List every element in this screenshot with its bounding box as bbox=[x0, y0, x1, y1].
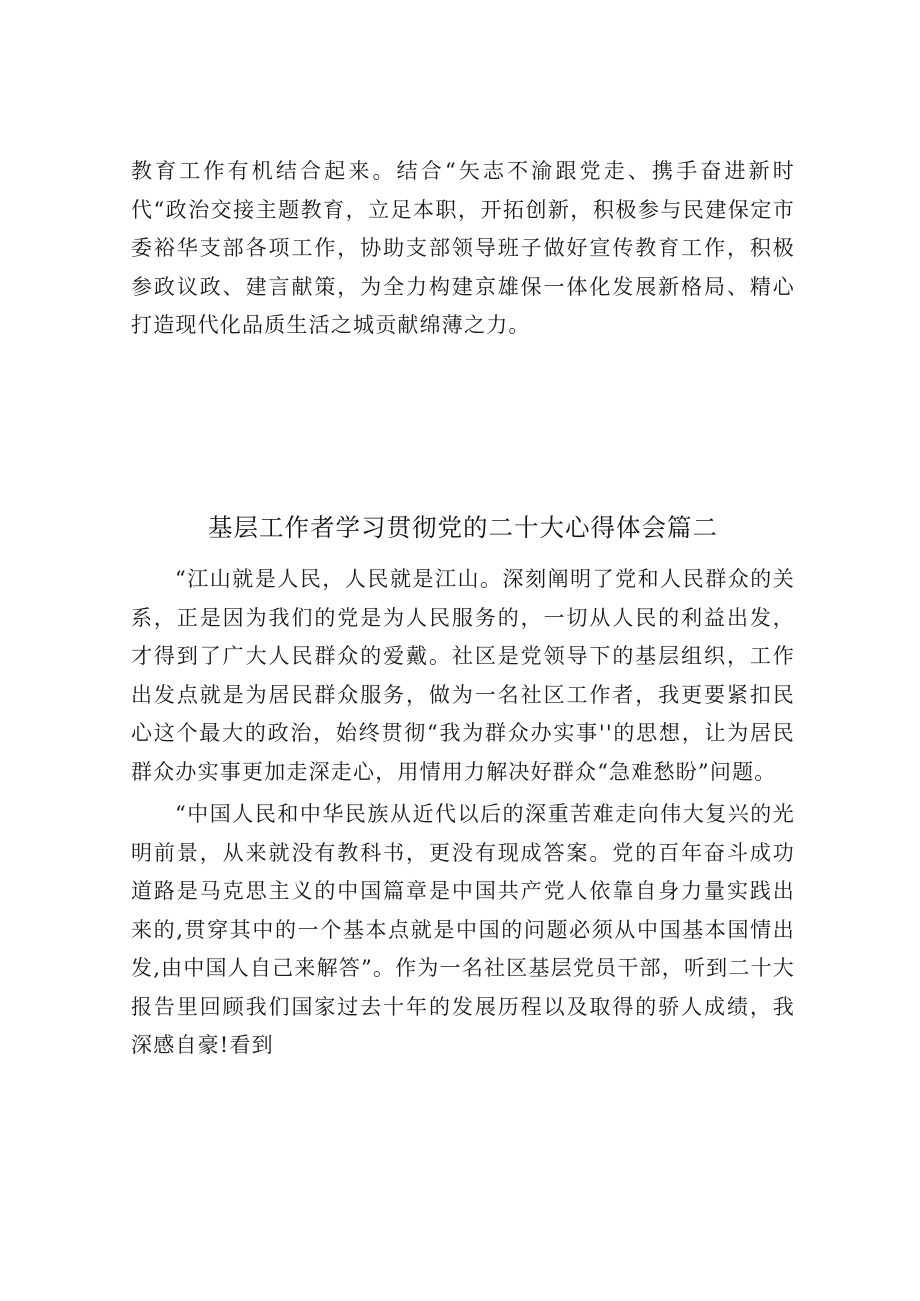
section-heading: 基层工作者学习贯彻党的二十大心得体会篇二 bbox=[208, 513, 718, 542]
section-one bbox=[131, 152, 795, 345]
body-paragraph: “中国人民和中华民族从近代以后的深重苦难走向伟大复兴的光明前景，从来就没有教科书，更没有现成答案。党的百年奋斗成功道路是马克思主义的中国篇章是中国共产党人依靠自身力量实践出来的,贯穿其中的一个基本点就是中国的问题必须从中国基本国情出发,由中国人自己来解答”。作为一名社区基层党员干部，听到二十大报告里回顾我们国家过去十年的发展历程以及取得的骄人成绩，我深感自豪!看到 bbox=[131, 802, 795, 1057]
body-paragraph: “江山就是人民，人民就是江山。深刻阐明了党和人民群众的关系，正是因为我们的党是为人民服务的，一切从人民的利益出发，才得到了广大人民群众的爱戴。社区是党领导下的基层组织，工作出发点就是为居民群众服务，做为一名社区工作者，我更要紧扣民心这个最大的政治，始终贯彻“我为群众办实事''的思想，让为居民群众办实事更加走深走心，用情用力解决好群众“急难愁盼”问题。 bbox=[131, 567, 795, 784]
section-two bbox=[131, 560, 795, 1065]
body-paragraph-continued: 教育工作有机结合起来。结合“矢志不渝跟党走、携手奋进新时代“政治交接主题教育，立足本职，开拓创新，积极参与民建保定市委裕华支部各项工作，协助支部领导班子做好宣传教育工作，积极参政议政、建言献策，为全力构建京雄保一体化发展新格局、精心打造现代化品质生活之城贡献绵薄之力。 bbox=[131, 159, 795, 337]
